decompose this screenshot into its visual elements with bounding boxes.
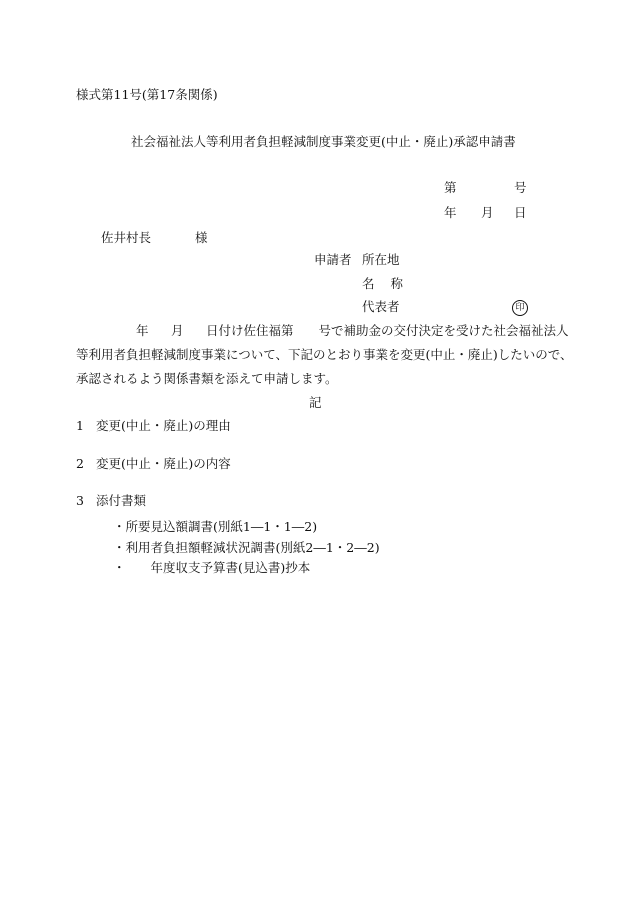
item-3-number: 3 (76, 493, 84, 508)
item-2-label: 変更(中止・廃止)の内容 (96, 456, 231, 471)
document-title: 社会福祉法人等利用者負担軽減制度事業変更(中止・廃止)承認申請書 (131, 134, 516, 149)
doc-number-go: 号 (514, 180, 527, 195)
body-month: 月 (171, 323, 184, 338)
address-label: 所在地 (362, 252, 400, 267)
attachment-item: ・ 年度収支予算書(見込書)抄本 (113, 560, 311, 575)
body-line3: 承認されるよう関係書類を添えて申請します。 (76, 371, 338, 386)
item-2-number: 2 (76, 456, 84, 471)
body-line1: 日付け佐住福第 号で補助金の交付決定を受けた社会福祉法人 (206, 323, 569, 338)
item-1-label: 変更(中止・廃止)の理由 (96, 418, 231, 433)
date-month: 月 (481, 205, 494, 220)
attachment-item: ・所要見込額調書(別紙1―1・1―2) (113, 519, 318, 534)
item-1-number: 1 (76, 418, 84, 433)
body-line2: 等利用者負担軽減制度事業について、下記のとおり事業を変更(中止・廃止)したいので、 (76, 347, 573, 362)
doc-number-dai: 第 (444, 180, 457, 195)
date-year: 年 (444, 205, 457, 220)
body-year: 年 (136, 323, 149, 338)
date-day: 日 (514, 205, 527, 220)
applicant-label: 申請者 (314, 252, 352, 267)
representative-label: 代表者 (362, 299, 400, 314)
name-label: 名 称 (362, 276, 409, 291)
item-3-label: 添付書類 (96, 493, 147, 508)
addressee-honorific: 様 (195, 230, 208, 245)
attachment-item: ・利用者負担額軽減状況調書(別紙2―1・2―2) (113, 540, 380, 555)
form-number: 様式第11号(第17条関係) (76, 87, 218, 102)
seal-mark: 印 (512, 300, 528, 316)
addressee-name: 佐井村長 (101, 230, 152, 245)
ki-heading: 記 (309, 395, 322, 410)
